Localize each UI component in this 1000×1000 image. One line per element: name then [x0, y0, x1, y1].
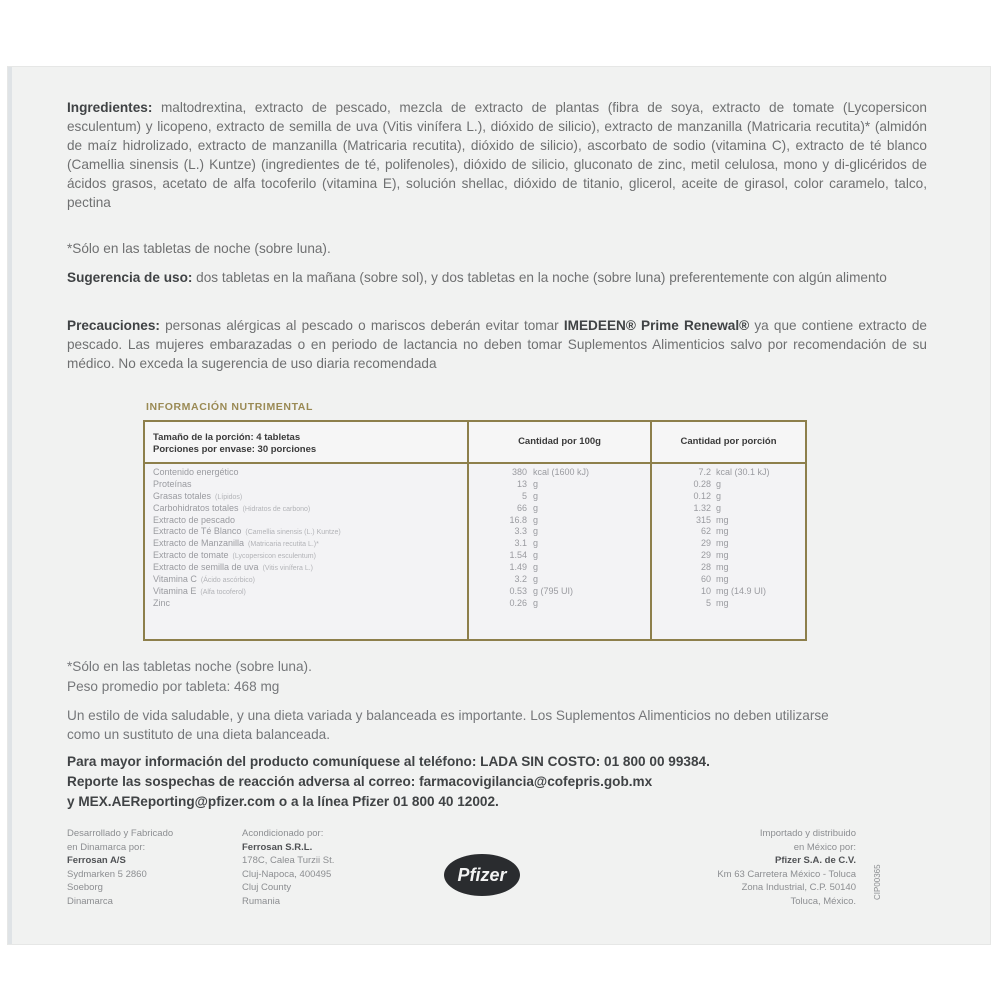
contact-line-pfizer: y MEX.AEReporting@pfizer.com o a la línea Pfizer 01 800 40 12002. [67, 794, 499, 809]
importer-line: Importado y distribuido [759, 828, 856, 839]
unit-per-serving: mg [716, 538, 729, 549]
nutrient-name-text: Contenido energético [153, 467, 239, 477]
ingredients-text: maltodrextina, extracto de pescado, mezcla de extracto de plantas (fibra de soya, extracto de tomate (Lycopersicon esculentum) y licopeno, extracto de semilla de uva (Vitis vinífera L.), dióxido de silicio), extracto de manzanilla (Matricaria recutita)* (almidón de maíz hidrolizado, extracto de manzanilla (Matricaria recutita), dióxido de silicio), ascorbato de sodio (vitamina C), extracto de té blanco (Camellia sinensis (L.) Kuntze) (ingredientes de té, polifenoles), dióxido de silicio, gluconato de zinc, metil celulosa, mono y di-glicéridos de ácidos grasos, acetato de alfa tocoferilo (vitamina E), solución shellac, dióxido de titanio, glicerol, aceite de girasol, color caramelo, talco, pectina [67, 100, 927, 210]
unit-per-100g: kcal (1600 kJ) [533, 467, 590, 477]
nutrient-name-text: Extracto de tomate [153, 550, 229, 561]
importer-line: Toluca, México. [790, 895, 856, 907]
value-per-serving: 5 [705, 597, 711, 608]
manufacturer-info [67, 827, 173, 909]
value-per-serving: 29 [700, 550, 711, 561]
nutrition-row [145, 561, 805, 573]
unit-per-100g: g [533, 526, 539, 537]
nutrient-subtitle: (Vitis vinífera L.) [262, 565, 314, 573]
unit-per-serving: mg [716, 562, 729, 573]
nutrition-row [145, 502, 805, 514]
contact-line-email: Reporte las sospechas de reacción adversa al correo: farmacovigilancia@cofepris.gob.mx [67, 774, 653, 789]
value-per-100g: 3.2 [514, 574, 527, 585]
precautions-text-a: personas alérgicas al pescado o mariscos deberán evitar tomar [159, 318, 564, 333]
contact-line-phone: Para mayor información del producto comuníquese al teléfono: LADA SIN COSTO: 01 800 00 99384. [67, 754, 710, 769]
nutrient-name-text: Extracto de Manzanilla [153, 538, 245, 549]
nutrition-row [145, 549, 805, 561]
nutrition-row [145, 525, 805, 537]
nutrition-row [145, 466, 805, 478]
nutrient-name [153, 478, 192, 490]
nutrition-row [145, 537, 805, 549]
unit-per-100g: g [533, 562, 539, 573]
suggestion-label: Sugerencia de uso: [67, 270, 193, 285]
unit-per-serving: mg [716, 550, 729, 561]
value-per-100g: 0.26 [509, 597, 527, 608]
unit-per-serving: mg [716, 597, 729, 608]
importer-name-text: Pfizer S.A. de C.V. [775, 855, 856, 867]
unit-per-serving: mg [716, 574, 729, 585]
value-per-100g: 1.54 [509, 550, 527, 561]
nutrition-row [145, 478, 805, 490]
unit-per-serving: mg [716, 526, 729, 537]
nutrition-row [145, 585, 805, 597]
value-per-serving: 62 [700, 526, 711, 537]
nutrition-rows [145, 466, 805, 609]
value-per-serving: 28 [700, 562, 711, 573]
nutrition-title: INFORMACIÓN NUTRIMENTAL [146, 401, 314, 413]
nutrient-subtitle: (Ácido ascórbico) [200, 577, 255, 585]
manufacturer-line: Desarrollado y Fabricado [67, 828, 174, 839]
ingredients-paragraph [67, 98, 927, 212]
nutrient-name-text: Extracto de Té Blanco [153, 526, 242, 537]
nutrient-subtitle: (Matricaria recutita L.)* [248, 541, 319, 549]
nutrition-header-serving-info [153, 432, 316, 456]
contact-block [67, 752, 927, 812]
value-per-100g: 13 [516, 478, 527, 489]
value-per-serving: 60 [700, 574, 711, 585]
serving-size: Tamaño de la porción: 4 tabletas [153, 432, 301, 443]
importer-line: en México por: [793, 841, 856, 853]
nutrition-row [145, 514, 805, 526]
servings-per-container: Porciones por envase: 30 porciones [153, 444, 317, 455]
value-per-serving: 1.32 [693, 502, 711, 513]
nutrient-name-text: Vitamina E [153, 585, 197, 596]
manufacturer-name [67, 854, 173, 868]
value-per-100g: 5 [521, 490, 527, 501]
precautions-paragraph [67, 316, 927, 373]
manufacturer-line: Soeborg [67, 882, 103, 894]
packager-line: Acondicionado por: [242, 828, 324, 839]
importer-info [668, 827, 856, 909]
nutrition-header [145, 422, 805, 464]
nutrient-name-text: Vitamina C [153, 574, 197, 585]
nutrient-subtitle: (Hidratos de carbono) [242, 505, 311, 513]
value-per-serving: 10 [700, 585, 711, 596]
packager-line: Cluj-Napoca, 400495 [242, 868, 332, 880]
unit-per-100g: g (795 UI) [533, 585, 574, 596]
manufacturer-line: Dinamarca [67, 895, 113, 907]
nutrient-name [153, 597, 170, 609]
manufacturer-line: en Dinamarca por: [67, 841, 146, 853]
nutrition-row [145, 597, 805, 609]
importer-line: Km 63 Carretera México - Toluca [717, 868, 856, 880]
nutrition-row [145, 490, 805, 502]
nutrient-subtitle: (Lycopersicon esculentum) [232, 553, 316, 561]
header-per-100g: Cantidad por 100g [518, 436, 601, 447]
header-per-serving: Cantidad por porción [680, 436, 777, 447]
nutrient-name-text: Proteínas [153, 478, 192, 489]
value-per-100g: 380 [511, 467, 527, 477]
importer-line: Zona Industrial, C.P. 50140 [741, 882, 856, 894]
unit-per-serving: g [716, 502, 722, 513]
value-per-100g: 16.8 [509, 514, 527, 525]
value-per-100g: 0.53 [509, 585, 527, 596]
nutrient-name-text: Grasas totales [153, 490, 212, 501]
value-per-100g: 66 [516, 502, 527, 513]
nutrient-subtitle: (Camellia sinensis (L.) Kuntze) [245, 529, 341, 537]
nutrition-table [143, 420, 807, 641]
nutrient-name-text: Extracto de semilla de uva [153, 562, 259, 573]
unit-per-100g: g [533, 478, 539, 489]
unit-per-100g: g [533, 550, 539, 561]
manufacturer-line: Sydmarken 5 2860 [67, 868, 147, 880]
pfizer-logo: Pfizer [444, 854, 520, 896]
packager-name-text: Ferrosan S.R.L. [242, 841, 313, 853]
nutrient-name-text: Extracto de pescado [153, 514, 236, 525]
night-note-2: *Sólo en las tabletas noche (sobre luna). [67, 659, 312, 674]
nutrient-subtitle: (Lípidos) [215, 493, 243, 501]
unit-per-serving: mg (14.9 UI) [716, 585, 767, 596]
unit-per-100g: g [533, 490, 539, 501]
unit-per-100g: g [533, 502, 539, 513]
nutrient-name [153, 466, 239, 478]
suggestion-paragraph [67, 268, 927, 287]
value-per-100g: 3.3 [514, 526, 527, 537]
value-per-serving: 7.2 [698, 467, 711, 477]
manufacturer-name-text: Ferrosan A/S [67, 855, 126, 867]
precautions-brand: IMEDEEN® Prime Renewal® [563, 318, 750, 333]
packager-name [242, 841, 334, 855]
nutrient-subtitle: (Alfa tocoferol) [200, 588, 246, 596]
precautions-text-b: ya que contiene extracto de pescado. Las mujeres embarazadas o en periodo de lactancia no deben tomar Suplementos Alimenticios salvo por recomendación de su médico. No exceda la sugerencia de uso diaria recomendada [67, 318, 927, 371]
nutrient-name [153, 514, 235, 526]
packager-info [242, 827, 334, 909]
unit-per-serving: g [716, 490, 722, 501]
packager-line: Rumania [242, 895, 281, 907]
value-per-serving: 0.28 [693, 478, 711, 489]
unit-per-serving: g [716, 478, 722, 489]
unit-per-100g: g [533, 597, 539, 608]
importer-name [668, 854, 856, 868]
packager-line: 178C, Calea Turzii St. [242, 855, 335, 867]
lifestyle-note: Un estilo de vida saludable, y una dieta variada y balanceada es importante. Los Suplementos Alimenticios no deben utilizarse como un sustituto de una dieta balanceada. [67, 708, 829, 742]
value-per-serving: 315 [695, 514, 711, 525]
unit-per-serving: kcal (30.1 kJ) [716, 467, 770, 477]
unit-per-100g: g [533, 574, 539, 585]
packager-line: Cluj County [242, 882, 292, 894]
value-per-serving: 0.12 [693, 490, 711, 501]
product-code: CIP00365 [873, 864, 882, 900]
value-per-serving: 29 [700, 538, 711, 549]
suggestion-text: dos tabletas en la mañana (sobre sol), y dos tabletas en la noche (sobre luna) preferentemente con algún alimento [192, 270, 887, 285]
value-per-100g: 3.1 [514, 538, 527, 549]
nutrient-name-text: Zinc [153, 597, 171, 608]
precautions-label: Precauciones: [67, 318, 160, 333]
value-per-100g: 1.49 [509, 562, 527, 573]
unit-per-100g: g [533, 538, 539, 549]
night-note: *Sólo en las tabletas de noche (sobre luna). [67, 241, 331, 256]
ingredients-label: Ingredientes: [67, 100, 153, 115]
nutrition-row [145, 573, 805, 585]
unit-per-serving: mg [716, 514, 729, 525]
unit-per-100g: g [533, 514, 539, 525]
nutrient-name-text: Carbohidratos totales [153, 502, 239, 513]
package-edge [8, 67, 12, 944]
tablet-weight: Peso promedio por tableta: 468 mg [67, 679, 280, 694]
